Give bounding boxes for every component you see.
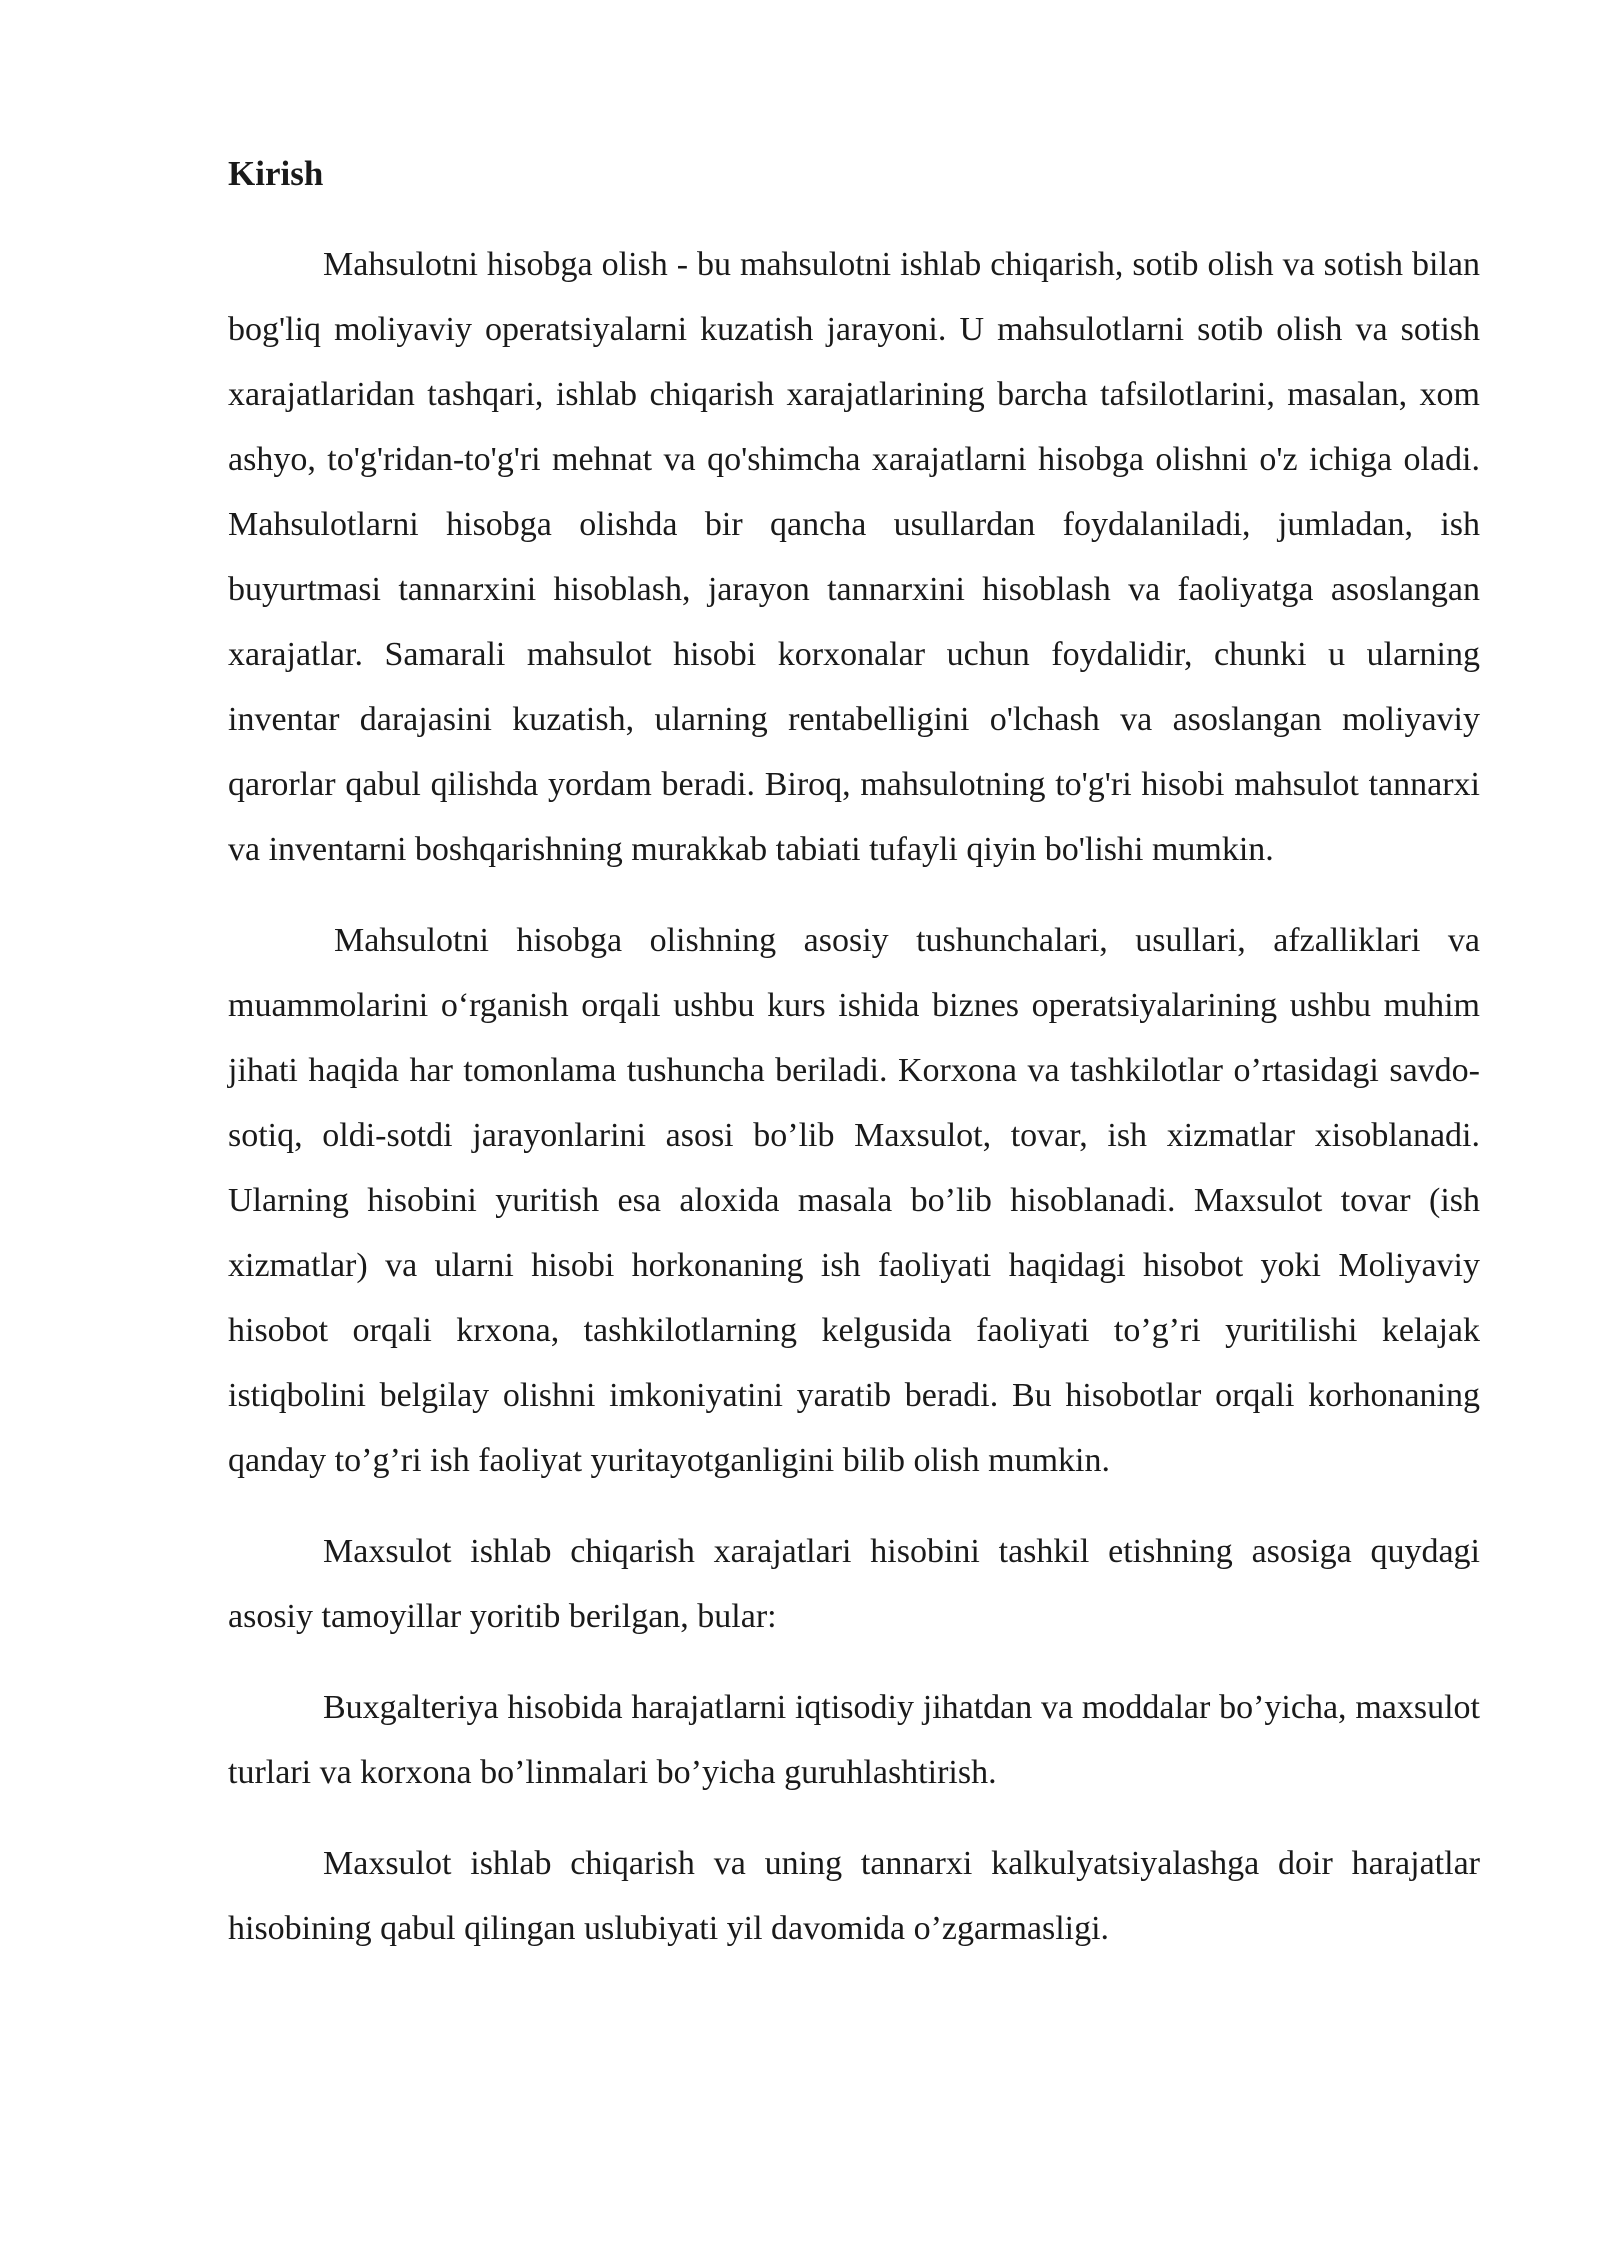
paragraph-course-work: Mahsulotni hisobga olishning asosiy tushunchalari, usullari, afzalliklari va muammolarini o‘rganish orqali ushbu kurs ishida biznes operatsiyalarining ushbu muhim jihati haqida har tomonlama tushuncha beriladi. Korxona va tashkilotlar o’rtasidagi savdo-sotiq, oldi-sotdi jarayonlarini asosi bo’lib Maxsulot, tovar, ish xizmatlar xisoblanadi. Ularning hisobini yuritish esa aloxida masala bo’lib hisoblanadi. Maxsulot tovar (ish xizmatlar) va ularni hisobi horkonaning ish faoliyati haqidagi hisobot yoki Moliyaviy hisobot orqali krxona, tashkilotlarning kelgusida faoliyati to’g’ri yuritilishi kelajak istiqbolini belgilay olishni imkoniyatini yaratib beradi. Bu hisobotlar orqali korhonaning qanday to’g’ri ish faoliyat yuritayotganligini bilib olish mumkin. xyxy=(228,922,1480,1479)
document-page xyxy=(228,150,1480,1987)
paragraph-intro: Mahsulotni hisobga olish - bu mahsulotni ishlab chiqarish, sotib olish va sotish bilan bog'liq moliyaviy operatsiyalarni kuzatish jarayoni. U mahsulotlarni sotib olish va sotish xarajatlaridan tashqari, ishlab chiqarish xarajatlarining barcha tafsilotlarini, masalan, xom ashyo, to'g'ridan-to'g'ri mehnat va qo'shimcha xarajatlarni hisobga olishni o'z ichiga oladi. Mahsulotlarni hisobga olishda bir qancha usullardan foydalaniladi, jumladan, ish buyurtmasi tannarxini hisoblash, jarayon tannarxini hisoblash va faoliyatga asoslangan xarajatlar. Samarali mahsulot hisobi korxonalar uchun foydalidir, chunki u ularning inventar darajasini kuzatish, ularning rentabelligini o'lchash va asoslangan moliyaviy qarorlar qabul qilishda yordam beradi. Biroq, mahsulotning to'g'ri hisobi mahsulot tannarxi va inventarni boshqarishning murakkab tabiati tufayli qiyin bo'lishi mumkin. xyxy=(228,246,1480,868)
paragraph-principle-grouping: Buxgalteriya hisobida harajatlarni iqtisodiy jihatdan va moddalar bo’yicha, maxsulot turlari va korxona bo’linmalari bo’yicha guruhlashtirish. xyxy=(228,1689,1480,1791)
paragraph-principles: Maxsulot ishlab chiqarish xarajatlari hisobini tashkil etishning asosiga quydagi asosiy tamoyillar yoritib berilgan, bular: xyxy=(228,1533,1480,1635)
section-heading: Kirish xyxy=(228,154,324,193)
paragraph-principle-methodology: Maxsulot ishlab chiqarish va uning tannarxi kalkulyatsiyalashga doir harajatlar hisobining qabul qilingan uslubiyati yil davomida o’zgarmasligi. xyxy=(228,1845,1480,1947)
